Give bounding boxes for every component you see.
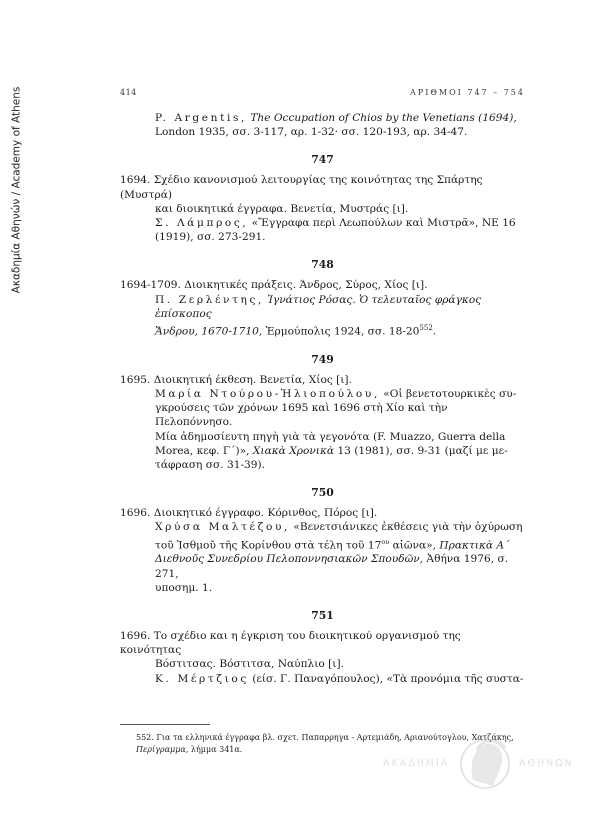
running-title: ΑΡΙΘΜΟΙ 747 – 754 <box>410 88 525 97</box>
ref-line: υποσημ. 1. <box>155 581 213 594</box>
footnote-line: 552. Για τα ελληνικά έγγραφα βλ. σχετ. Παπαρρηγα - Αρτεμιάδη, Αριανούτογλου, Χατζάκης, <box>136 732 514 742</box>
entry-number: 748 <box>311 258 334 272</box>
intro-author: P. Argentis, <box>155 112 247 124</box>
ref-author: Κ. Μέρτζιος <box>155 672 249 685</box>
footnote-rule <box>120 724 210 725</box>
page-number: 414 <box>120 88 137 97</box>
ref-line: αἰῶνα», <box>392 539 436 552</box>
ref-title: Πρακτικὰ Α΄ <box>439 539 510 552</box>
superscript: ου <box>381 537 390 546</box>
intro-title: The Occupation of Chios by the Venetians (1694), <box>250 112 517 124</box>
ref-title-cont: Διεθνοῦς Συνεδρίου Πελοποννησιακῶν Σπουδῶν, <box>155 553 424 566</box>
side-watermark-text: Ακαδημία Αθηνών / Academy of Athens <box>10 86 23 294</box>
ref-line: Morea, κεφ. Γ΄)», <box>155 444 250 457</box>
entry-line: 1694-1709. Διοικητικές πράξεις. Άνδρος, Σύρος, Χίος [ι]. <box>120 279 428 292</box>
ref-line: τοῦ Ἰσθμοῦ τῆς Κορίνθου στὰ τέλη τοῦ 17 <box>155 539 382 552</box>
ref-punct: . <box>432 325 437 338</box>
watermark-text-right: ΑΘΗΝΩΝ <box>519 758 574 769</box>
entry-line: Βόστιτσας. Βόστιτσα, Ναύπλιο [ι]. <box>155 658 344 671</box>
ref-line: 13 (1981), σσ. 9-31 (μαζί με με- <box>337 444 508 457</box>
entry-number: 751 <box>311 608 334 622</box>
entry-749 <box>120 373 525 472</box>
entry-748 <box>120 278 525 338</box>
entry-line: και διοικητικά έγγραφα. Βενετία, Μυστράς [ι]. <box>155 202 409 215</box>
ref-title: Ἰγνάτιος Ρόσας. Ὁ τελευταῖος φράγκος ἐπίσκοπος <box>155 293 482 320</box>
intro-line2: London 1935, σσ. 3-117, αρ. 1-32· σσ. 120-193, αρ. 34-47. <box>155 126 468 139</box>
ref-title-cont: Ἄνδρου, 1670-1710, <box>155 325 263 338</box>
entry-line: 1696. Διοικητικό έγγραφο. Κόρινθος, Πόρος [ι]. <box>120 507 378 520</box>
watermark-text-left: ΑΚΑΔΗΜΙΑ <box>383 758 450 769</box>
entry-line: 1696. Το σχέδιο και η έγκριση του διοικητικού οργανισμού της κοινότητας <box>120 629 461 657</box>
entry-number: 747 <box>311 153 334 167</box>
ref-text: «Ἔγγραφα περὶ Λεωπούλων καὶ Μιστρᾶ», NE 16 <box>251 217 516 230</box>
entry-750 <box>120 506 525 595</box>
ref-author: Π. Ζερλέντης, <box>155 293 265 306</box>
intro-reference <box>120 111 525 139</box>
entry-number: 749 <box>311 352 334 366</box>
page <box>120 88 525 756</box>
entry-line: 1694. Σχέδιο κανονισμού λειτουργίας της κοινότητας της Σπάρτης (Μυστρά) <box>120 174 483 201</box>
ref-author: Χρύσα Μαλτέζου, <box>155 521 290 534</box>
athena-head-icon <box>455 730 515 800</box>
ref-author: Μαρία Ντούρου-Ἡλιοπούλου, <box>155 387 380 400</box>
footnote-line: λήμμα 341α. <box>190 744 243 754</box>
ref-line: «Οἱ βενετοτουρκικὲς συ- <box>383 387 517 400</box>
ref-journal: Χιακὰ Χρονικὰ <box>252 444 335 457</box>
ref-line: τάφραση σσ. 31-39). <box>155 458 265 471</box>
ref-line: Ἑρμούπολις 1924, σσ. 18-20 <box>265 325 420 338</box>
ref-line: Ἀθήνα 1976, σ. 271, <box>155 553 509 580</box>
ref-author: Σ. Λάμπρος, <box>155 217 249 230</box>
ref-line: γκρούσεις τῶν χρόνων 1695 καὶ 1696 στὴ Χίο καὶ τὴν Πελοπόννησο. <box>155 402 448 429</box>
ref-text: (είσ. Γ. Παναγόπουλος), «Τὰ προνόμια τῆς συστα- <box>252 672 524 685</box>
entry-747 <box>120 173 525 244</box>
entry-line: 1695. Διοικητική έκθεση. Βενετία, Χίος [ι]. <box>120 373 352 386</box>
ref-line: Μία ἀδημοσίευτη πηγὴ γιὰ τὰ γεγονότα (F. Muazzo, Guerra della <box>155 430 506 443</box>
running-head <box>120 88 525 97</box>
side-watermark <box>6 40 26 340</box>
footnote-ref: 552 <box>419 324 433 333</box>
entry-751 <box>120 629 525 686</box>
academy-watermark <box>383 730 583 800</box>
footnote-title: Περίγραμμα, <box>136 744 189 754</box>
ref-line: «Βενετσιάνικες ἐκθέσεις γιὰ τὴν ὀχύρωση <box>293 521 523 534</box>
ref-line: (1919), σσ. 273-291. <box>155 231 266 244</box>
entry-number: 750 <box>311 486 334 500</box>
